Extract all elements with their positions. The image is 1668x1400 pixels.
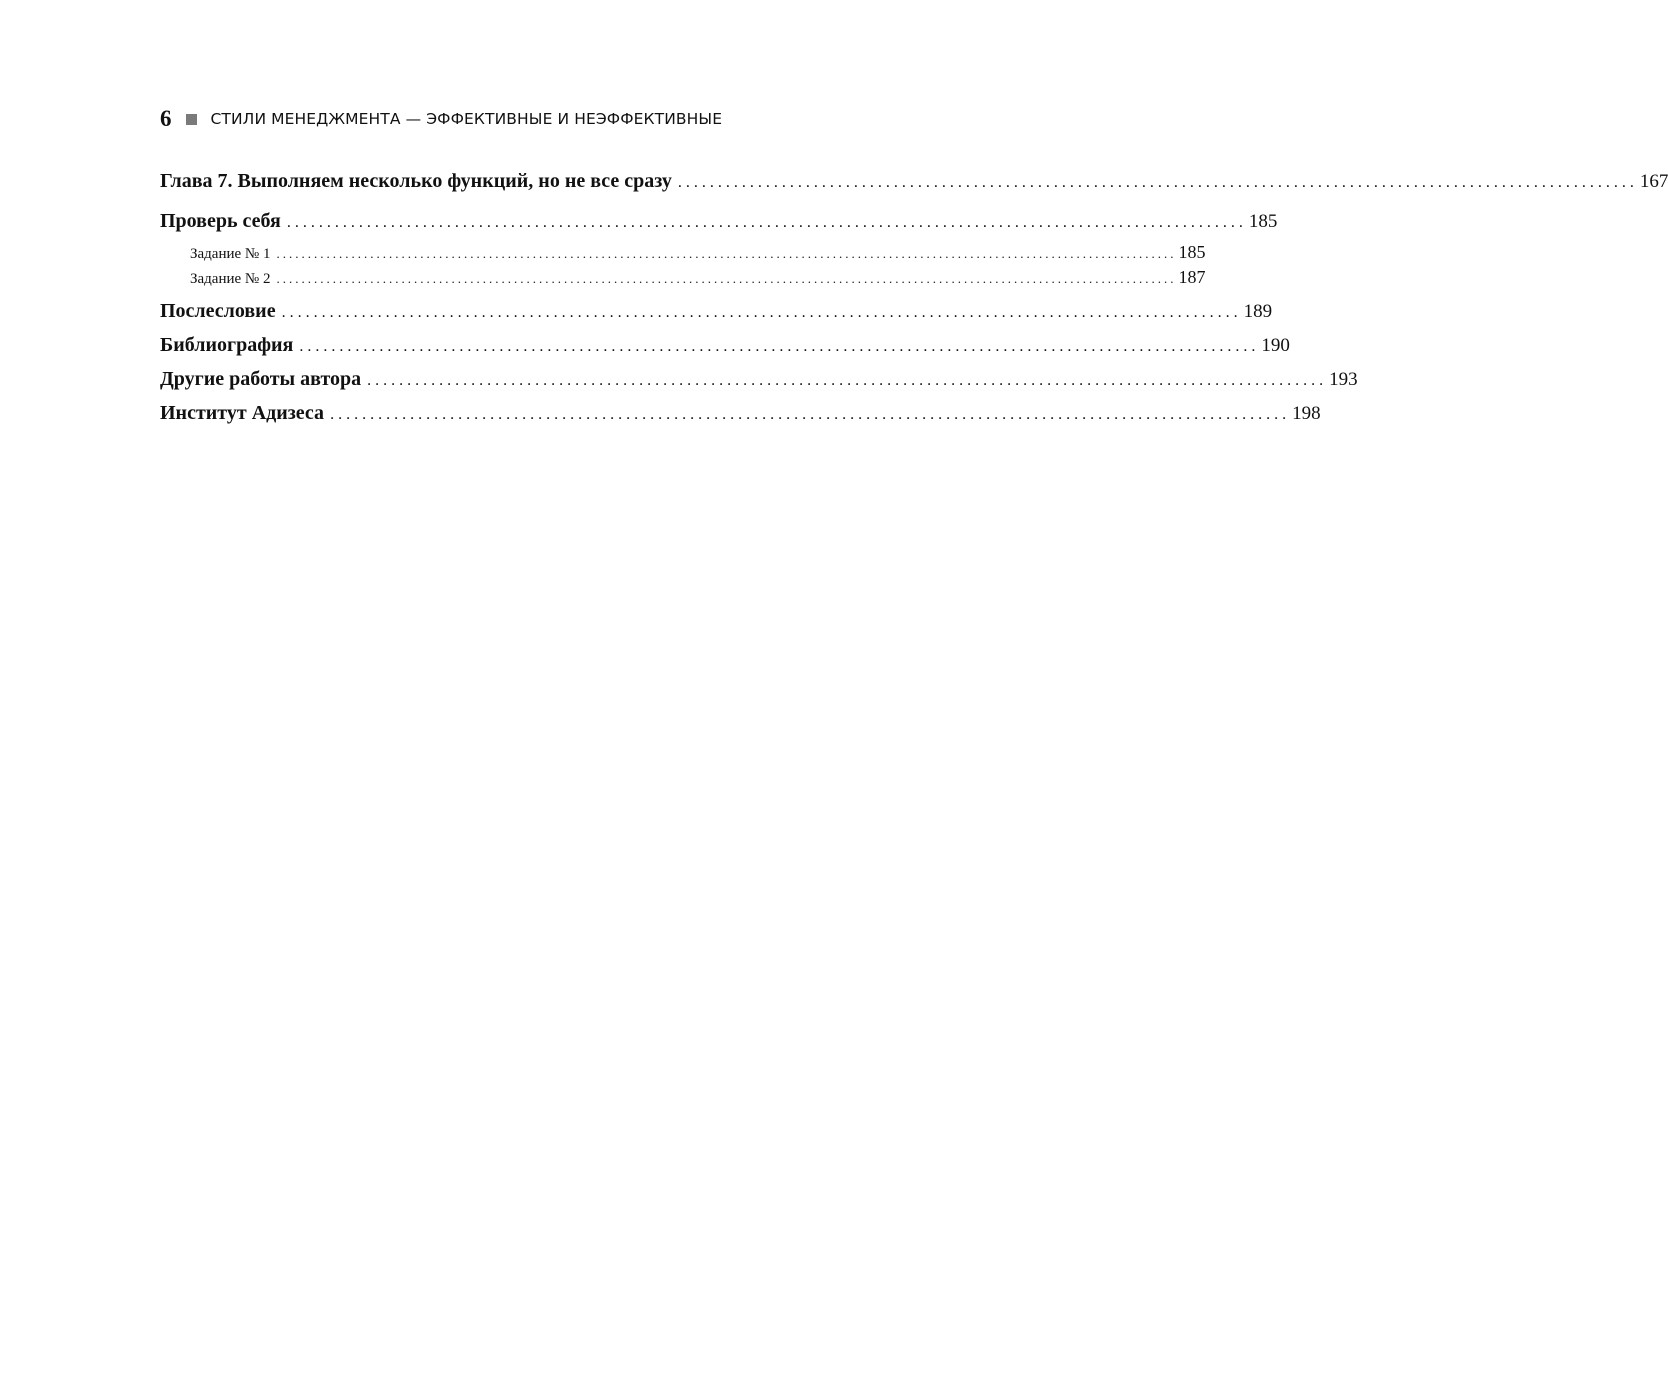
dot-leader: ........................................................................................................................ xyxy=(299,338,1260,355)
toc-entry-task-1[interactable] xyxy=(160,240,1206,265)
dot-leader: ................................................................................................................................................ xyxy=(276,246,1177,261)
toc-entry-page: 189 xyxy=(1243,301,1273,322)
square-bullet-icon xyxy=(186,114,197,125)
toc-entry-afterword[interactable] xyxy=(160,296,1273,330)
toc-entry-check-yourself[interactable] xyxy=(160,206,1278,240)
toc-entry-title: Проверь себя xyxy=(160,210,281,232)
toc-entry-page: 198 xyxy=(1292,403,1321,424)
toc-entry-title: Институт Адизеса xyxy=(160,402,325,424)
toc-entry-title: Задание № 2 xyxy=(190,271,271,287)
toc-entry-title: Послесловие xyxy=(160,300,276,322)
toc-entry-page: 185 xyxy=(1178,242,1206,262)
dot-leader: ........................................................................................................................ xyxy=(281,304,1242,321)
toc-entry-title: Другие работы автора xyxy=(160,368,362,390)
dot-leader: ........................................................................................................................ xyxy=(286,214,1247,231)
page-number: 6 xyxy=(160,106,172,131)
dot-leader: ................................................................................................................................................ xyxy=(276,271,1177,286)
table-of-contents xyxy=(160,166,1668,432)
running-header-title: СТИЛИ МЕНЕДЖМЕНТА — ЭФФЕКТИВНЫЕ И НЕЭФФЕКТИВНЫЕ xyxy=(210,110,723,128)
dot-leader: ........................................................................................................................ xyxy=(330,406,1291,423)
toc-entry-other-works[interactable] xyxy=(160,364,1358,398)
toc-entry-title: Глава 7. Выполняем несколько функций, но не все сразу xyxy=(160,170,672,192)
toc-entry-page: 185 xyxy=(1248,211,1278,232)
toc-entry-title: Задание № 1 xyxy=(190,246,271,262)
toc-entry-page: 193 xyxy=(1329,369,1358,390)
running-header xyxy=(160,104,870,134)
dot-leader: ........................................................................................................................ xyxy=(677,174,1638,191)
dot-leader: ........................................................................................................................ xyxy=(367,372,1328,389)
toc-entry-bibliography[interactable] xyxy=(160,330,1290,364)
toc-entry-adizes-institute[interactable] xyxy=(160,398,1321,432)
toc-entry-page: 187 xyxy=(1178,267,1206,287)
toc-entry-page: 190 xyxy=(1261,335,1290,356)
toc-entry-page: 167 xyxy=(1639,171,1668,192)
toc-entry-title: Библиография xyxy=(160,334,294,356)
toc-entry-chapter-7[interactable] xyxy=(160,166,1668,200)
toc-entry-task-2[interactable] xyxy=(160,265,1206,290)
